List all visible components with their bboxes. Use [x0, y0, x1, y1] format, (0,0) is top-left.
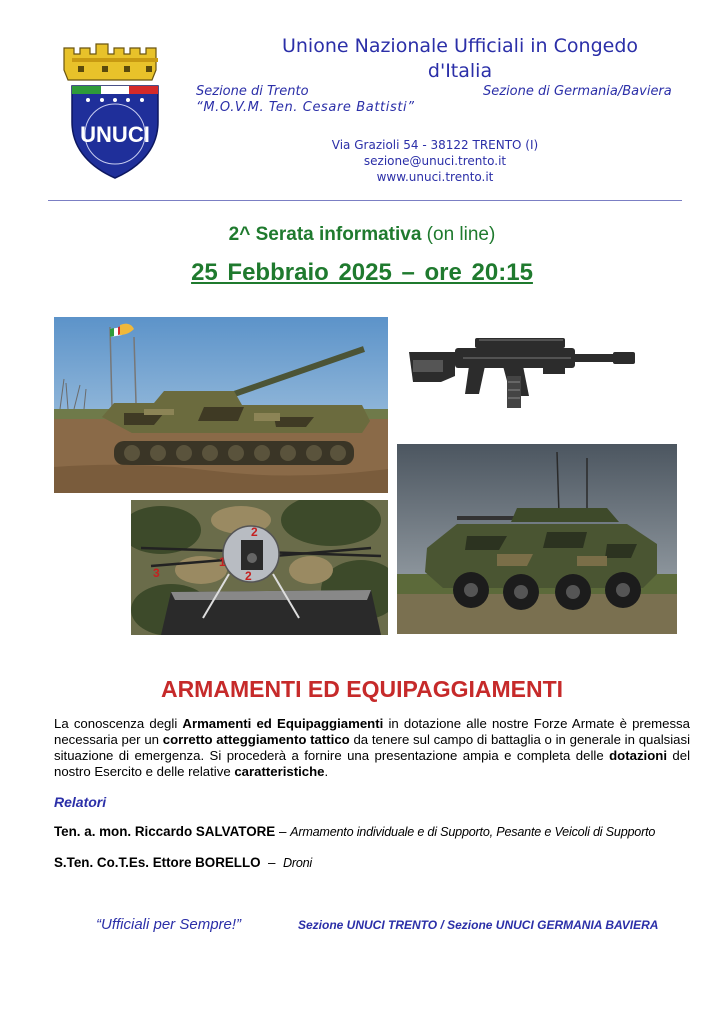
- speaker-row: [54, 855, 312, 870]
- website-link[interactable]: www.unuci.trento.it: [376, 170, 494, 184]
- org-title-line2: d'Italia: [427, 60, 493, 82]
- address: Via Grazioli 54 - 38122 TRENTO (I): [331, 138, 539, 152]
- drone-label-2b: 2: [245, 569, 252, 583]
- para-text: da tenere sul campo di battaglia o in generale in qualsiasi situazione di emergenza. Si procederà a fornire una presentazione ampia e completa delle: [54, 732, 691, 763]
- event-title: [0, 224, 724, 246]
- event-date: 25 Febbraio 2025 – ore 20:15: [191, 259, 533, 286]
- org-title-line1: Unione Nazionale Ufficiali in Congedo: [281, 35, 639, 57]
- section-germania: Sezione di Germania/Baviera: [483, 84, 672, 99]
- description-paragraph: [54, 716, 690, 780]
- header-divider: [48, 200, 682, 201]
- section-trento: Sezione di Trento: [196, 84, 309, 99]
- unuci-logo: [58, 40, 172, 182]
- motto: “Ufficiali per Sempre!”: [96, 916, 242, 933]
- para-bold-dotazioni: dotazioni: [609, 748, 667, 763]
- rifle-photo: [403, 330, 639, 420]
- speaker-separator: –: [275, 824, 291, 839]
- main-heading: ARMAMENTI ED EQUIPAGGIAMENTI: [160, 676, 564, 702]
- drone-label-2a: 2: [251, 525, 258, 539]
- event-title-online: (on line): [421, 224, 496, 245]
- speaker-name: Ten. a. mon. Riccardo SALVATORE: [54, 824, 276, 839]
- speaker-topic: Armamento individuale e di Supporto, Pesante e Veicoli di Supporto: [290, 825, 656, 839]
- drone-label-1: 1: [219, 555, 226, 569]
- para-text: del nostro Esercito e delle relative: [54, 748, 691, 779]
- para-bold-armamenti: Armamenti ed Equipaggiamenti: [182, 716, 384, 731]
- para-bold-atteggiamento: corretto atteggiamento tattico: [162, 732, 350, 747]
- speaker-topic: Droni: [282, 856, 313, 870]
- para-text: .: [324, 764, 329, 779]
- speaker-row: [54, 824, 655, 839]
- para-text: La conoscenza degli: [54, 716, 183, 731]
- para-bold-caratteristiche: caratteristiche: [234, 764, 325, 779]
- speaker-separator: –: [260, 855, 283, 870]
- howitzer-photo: [54, 317, 388, 493]
- armored-vehicle-photo: [397, 444, 677, 634]
- speaker-name: S.Ten. Co.T.Es. Ettore BORELLO: [54, 855, 261, 870]
- logo-text: UNUCI: [80, 122, 150, 147]
- footer-sections: Sezione UNUCI TRENTO / Sezione UNUCI GERMANIA BAVIERA: [298, 918, 659, 932]
- event-title-main: 2^ Serata informativa: [228, 224, 422, 245]
- para-text: in dotazione alle nostre Forze Armate è premessa necessaria per un: [54, 716, 690, 747]
- email-link[interactable]: sezione@unuci.trento.it: [363, 154, 507, 168]
- org-title: [250, 34, 670, 84]
- drone-label-3: 3: [153, 566, 160, 580]
- drone-photo: [131, 500, 388, 635]
- relatori-label: Relatori: [54, 794, 107, 810]
- dedication: “M.O.V.M. Ten. Cesare Battisti”: [196, 100, 415, 115]
